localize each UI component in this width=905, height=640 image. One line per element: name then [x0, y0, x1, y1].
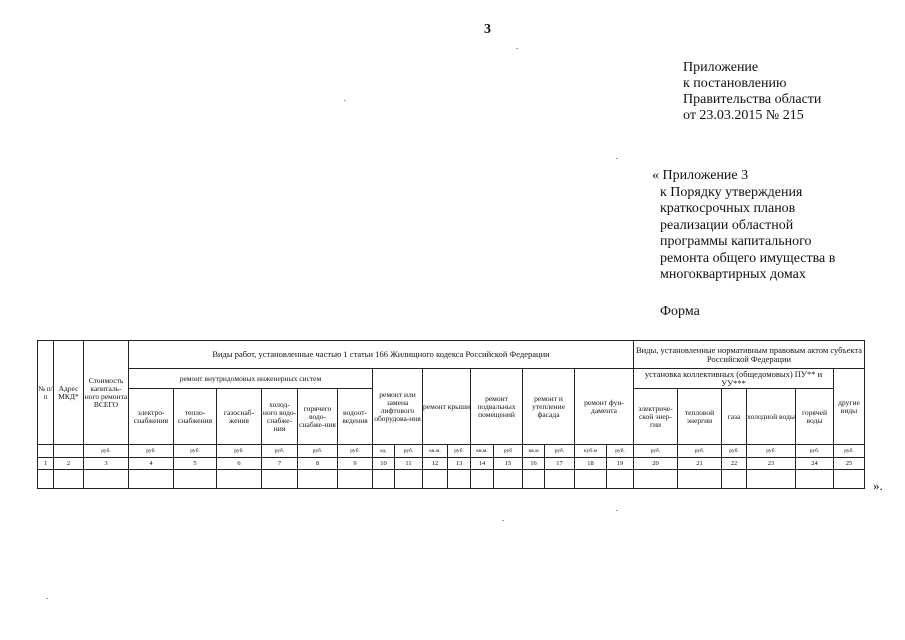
scan-speck	[616, 510, 618, 511]
empty-cell	[575, 470, 607, 489]
col-number: 18	[575, 458, 607, 470]
page-number: 3	[484, 22, 491, 37]
unit-cell: руб.	[298, 445, 338, 458]
header-electricity-supply: электро-снабжения	[129, 389, 174, 445]
numbers-row	[38, 458, 865, 470]
unit-cell: руб.	[796, 445, 834, 458]
col-number: 5	[174, 458, 217, 470]
unit-cell: руб.	[129, 445, 174, 458]
unit-cell: руб.	[84, 445, 129, 458]
empty-cell	[722, 470, 747, 489]
unit-cell-empty	[54, 445, 84, 458]
header-elevator: ремонт или замена лифтового оборудова-ния	[373, 369, 423, 445]
unit-cell: руб	[494, 445, 523, 458]
header-drainage: водоот-ведения	[338, 389, 373, 445]
closing-quote: ».	[873, 478, 883, 493]
annex-3-line: многоквартирных домах	[660, 267, 806, 282]
header-cold-water: холод-ного водо-снабже-ния	[262, 389, 298, 445]
col-number: 11	[395, 458, 423, 470]
units-row	[38, 445, 865, 458]
col-number: 14	[471, 458, 494, 470]
empty-cell	[634, 470, 678, 489]
header-heat-supply: тепло-снабжения	[174, 389, 217, 445]
unit-cell: руб.	[747, 445, 796, 458]
empty-cell	[747, 470, 796, 489]
empty-cell	[262, 470, 298, 489]
header-meter-hot-water: горячей воды	[796, 389, 834, 445]
empty-cell	[373, 470, 395, 489]
col-number: 19	[607, 458, 634, 470]
annex-line: от 23.03.2015 № 215	[683, 108, 804, 123]
empty-cell	[471, 470, 494, 489]
annex-line: к постановлению	[683, 76, 787, 91]
header-meter-cold-water: холодной воды	[747, 389, 796, 445]
col-number: 4	[129, 458, 174, 470]
empty-cell	[38, 470, 54, 489]
col-number: 12	[423, 458, 448, 470]
unit-cell: ед.	[373, 445, 395, 458]
col-number: 2	[54, 458, 84, 470]
col-number: 20	[634, 458, 678, 470]
annex-line: Приложение	[683, 60, 759, 75]
header-hot-water: горячего водо-снабже-ния	[298, 389, 338, 445]
unit-cell: руб.	[834, 445, 865, 458]
col-number: 3	[84, 458, 129, 470]
col-number: 10	[373, 458, 395, 470]
empty-data-row	[38, 470, 865, 489]
empty-cell	[448, 470, 471, 489]
scan-speck	[344, 100, 346, 101]
empty-cell	[298, 470, 338, 489]
header-roof: ремонт крыши	[423, 369, 471, 445]
empty-cell	[607, 470, 634, 489]
col-number: 17	[545, 458, 575, 470]
unit-cell: кв.м.	[471, 445, 494, 458]
header-address: Адрес МКД*	[54, 341, 84, 445]
unit-cell: руб.	[607, 445, 634, 458]
header-regional-works: Виды, установленные нормативным правовым актом субъекта Российской Федерации	[634, 341, 865, 369]
unit-cell: руб.	[217, 445, 262, 458]
header-foundation: ремонт фун-дамента	[575, 369, 634, 445]
col-number: 7	[262, 458, 298, 470]
annex-header	[683, 60, 821, 124]
empty-cell	[545, 470, 575, 489]
col-number: 25	[834, 458, 865, 470]
annex-3-line: программы капитального	[660, 234, 812, 249]
scan-speck	[616, 158, 618, 159]
annex-3-line: реализации областной	[660, 217, 794, 233]
scan-speck	[46, 598, 48, 599]
col-number: 16	[523, 458, 545, 470]
header-gas-supply: газоснаб-жения	[217, 389, 262, 445]
empty-cell	[523, 470, 545, 489]
col-number: 15	[494, 458, 523, 470]
scan-speck	[502, 520, 504, 521]
empty-cell	[796, 470, 834, 489]
unit-cell: руб.	[722, 445, 747, 458]
unit-cell: кв.м.	[423, 445, 448, 458]
unit-cell: куб.м	[575, 445, 607, 458]
col-number: 8	[298, 458, 338, 470]
header-meter-electricity: электриче-ской энер-гии	[634, 389, 678, 445]
scan-speck	[516, 48, 518, 49]
col-number: 9	[338, 458, 373, 470]
unit-cell: кв.м	[523, 445, 545, 458]
header-meter-gas: газа	[722, 389, 747, 445]
annex-3-line: « Приложение 3	[652, 168, 749, 183]
empty-cell	[129, 470, 174, 489]
header-facade: ремонт и утепление фасада	[523, 369, 575, 445]
annex-3-line: краткосрочных планов	[660, 201, 796, 216]
unit-cell: руб.	[262, 445, 298, 458]
header-basement: ремонт подвальных помещений	[471, 369, 523, 445]
col-number: 6	[217, 458, 262, 470]
unit-cell: руб.	[395, 445, 423, 458]
empty-cell	[494, 470, 523, 489]
col-number: 13	[448, 458, 471, 470]
empty-cell	[423, 470, 448, 489]
header-number: № п/п	[38, 341, 54, 445]
unit-cell: руб.	[678, 445, 722, 458]
unit-cell: руб.	[545, 445, 575, 458]
header-meter-heat: тепловой энергии	[678, 389, 722, 445]
empty-cell	[834, 470, 865, 489]
works-table	[37, 340, 865, 489]
col-number: 1	[38, 458, 54, 470]
unit-cell: руб.	[174, 445, 217, 458]
empty-cell	[174, 470, 217, 489]
empty-cell	[217, 470, 262, 489]
header-housing-code-works: Виды работ, установленные частью 1 статьи 166 Жилищного кодекса Российской Федерации	[129, 341, 634, 369]
unit-cell: руб.	[634, 445, 678, 458]
empty-cell	[338, 470, 373, 489]
unit-cell-empty	[38, 445, 54, 458]
annex-3-line: к Порядку утверждения	[660, 184, 803, 200]
header-other: другие виды	[834, 369, 865, 445]
empty-cell	[395, 470, 423, 489]
annex-line: Правительства области	[683, 92, 822, 107]
form-label: Форма	[660, 304, 700, 319]
annex-3-line: ремонта общего имущества в	[660, 250, 836, 266]
header-total-cost: Стоимость капиталь-ного ремонта ВСЕГО	[84, 341, 129, 445]
header-meters: установка коллективных (общедомовых) ПУ** и УУ***	[634, 369, 834, 389]
col-number: 24	[796, 458, 834, 470]
empty-cell	[678, 470, 722, 489]
empty-cell	[54, 470, 84, 489]
col-number: 21	[678, 458, 722, 470]
annex-3-header	[652, 168, 835, 284]
unit-cell: руб.	[448, 445, 471, 458]
col-number: 22	[722, 458, 747, 470]
empty-cell	[84, 470, 129, 489]
header-engineering-systems: ремонт внутридомовых инженерных систем	[129, 369, 373, 389]
col-number: 23	[747, 458, 796, 470]
unit-cell: руб.	[338, 445, 373, 458]
